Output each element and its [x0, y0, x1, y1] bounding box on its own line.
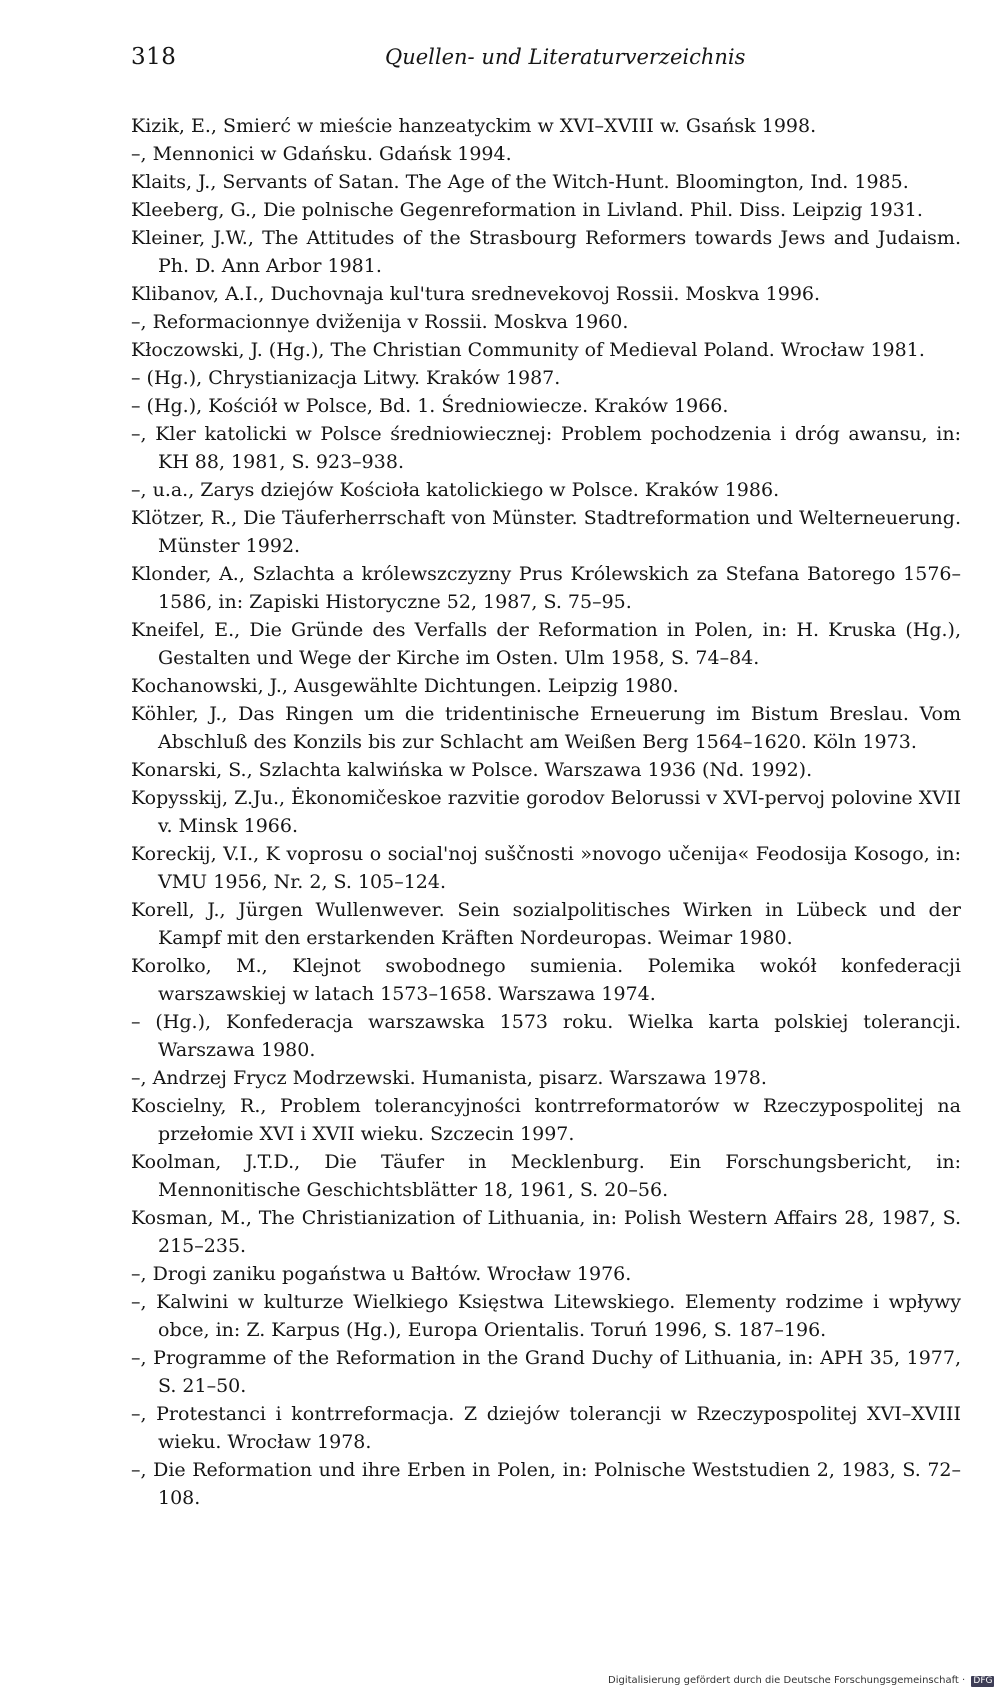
- bibliography-list: [131, 112, 961, 1512]
- bibliography-entry: Kłoczowski, J. (Hg.), The Christian Community of Medieval Poland. Wrocław 1981.: [131, 339, 925, 361]
- bibliography-entry: Koscielny, R., Problem tolerancyjności kontrreformatorów w Rzeczypospolitej na przełomie XVI i XVII wieku. Szczecin 1997.: [131, 1095, 961, 1145]
- bibliography-entry: –, Kalwini w kulturze Wielkiego Księstwa Litewskiego. Elementy rodzime i wpływy obce, in: Z. Karpus (Hg.), Europa Orientalis. Toruń 1996, S. 187–196.: [131, 1291, 961, 1341]
- bibliography-entry: Koolman, J.T.D., Die Täufer in Mecklenburg. Ein Forschungsbericht, in: Mennonitische Geschichtsblätter 18, 1961, S. 20–56.: [131, 1151, 961, 1201]
- bibliography-entry: –, Die Reformation und ihre Erben in Polen, in: Polnische Weststudien 2, 1983, S. 72–108.: [131, 1459, 961, 1509]
- bibliography-entry: –, Drogi zaniku pogaństwa u Bałtów. Wrocław 1976.: [131, 1263, 632, 1285]
- bibliography-entry: Kizik, E., Smierć w mieście hanzeatyckim w XVI–XVIII w. Gsańsk 1998.: [131, 115, 817, 137]
- bibliography-entry: –, Reformacionnye dviženija v Rossii. Moskva 1960.: [131, 311, 629, 333]
- bibliography-entry: – (Hg.), Konfederacja warszawska 1573 roku. Wielka karta polskiej tolerancji. Warszawa 1980.: [131, 1011, 961, 1061]
- bibliography-entry: Kleeberg, G., Die polnische Gegenreformation in Livland. Phil. Diss. Leipzig 1931.: [131, 199, 923, 221]
- bibliography-entry: Köhler, J., Das Ringen um die tridentinische Erneuerung im Bistum Breslau. Vom Abschluß des Konzils bis zur Schlacht am Weißen Berg 1564–1620. Köln 1973.: [131, 703, 961, 753]
- bibliography-entry: Korell, J., Jürgen Wullenwever. Sein sozialpolitisches Wirken in Lübeck und der Kampf mit den erstarkenden Kräften Nordeuropas. Weimar 1980.: [131, 899, 961, 949]
- running-head: Quellen- und Literaturverzeichnis: [385, 45, 746, 69]
- bibliography-entry: Klibanov, A.I., Duchovnaja kul'tura srednevekovoj Rossii. Moskva 1996.: [131, 283, 821, 305]
- bibliography-entry: Kleiner, J.W., The Attitudes of the Strasbourg Reformers towards Jews and Judaism. Ph. D. Ann Arbor 1981.: [131, 227, 961, 277]
- bibliography-entry: –, u.a., Zarys dziejów Kościoła katolickiego w Polsce. Kraków 1986.: [131, 479, 780, 501]
- bibliography-entry: Kneifel, E., Die Gründe des Verfalls der Reformation in Polen, in: H. Kruska (Hg.), Gestalten und Wege der Kirche im Osten. Ulm 1958, S. 74–84.: [131, 619, 961, 669]
- digitization-footer: [608, 1675, 994, 1687]
- bibliography-entry: –, Andrzej Frycz Modrzewski. Humanista, pisarz. Warszawa 1978.: [131, 1067, 767, 1089]
- page-number: 318: [131, 44, 177, 70]
- bibliography-entry: Koreckij, V.I., K voprosu o social'noj suščnosti »novogo učenija« Feodosija Kosogo, in: VMU 1956, Nr. 2, S. 105–124.: [131, 843, 961, 893]
- dfg-logo-icon: DFG: [973, 1676, 993, 1686]
- bibliography-entry: Klonder, A., Szlachta a królewszczyzny Prus Królewskich za Stefana Batorego 1576–1586, in: Zapiski Historyczne 52, 1987, S. 75–95.: [131, 563, 961, 613]
- page-header: [131, 44, 956, 78]
- bibliography-entry: Konarski, S., Szlachta kalwińska w Polsce. Warszawa 1936 (Nd. 1992).: [131, 759, 813, 781]
- bibliography-entry: –, Mennonici w Gdańsku. Gdańsk 1994.: [131, 143, 512, 165]
- bibliography-entry: –, Protestanci i kontrreformacja. Z dziejów tolerancji w Rzeczypospolitej XVI–XVIII wieku. Wrocław 1978.: [131, 1403, 961, 1453]
- bibliography-entry: Kosman, M., The Christianization of Lithuania, in: Polish Western Affairs 28, 1987, S. 215–235.: [131, 1207, 961, 1257]
- bibliography-entry: Klötzer, R., Die Täuferherrschaft von Münster. Stadtreformation und Welterneuerung. Münster 1992.: [131, 507, 961, 557]
- bibliography-entry: Kopysskij, Z.Ju., Ėkonomičeskoe razvitie gorodov Belorussi v XVI-pervoj polovine XVII v. Minsk 1966.: [131, 787, 961, 837]
- bibliography-entry: –, Programme of the Reformation in the Grand Duchy of Lithuania, in: APH 35, 1977, S. 21–50.: [131, 1347, 961, 1397]
- bibliography-entry: – (Hg.), Chrystianizacja Litwy. Kraków 1987.: [131, 367, 561, 389]
- bibliography-entry: Kochanowski, J., Ausgewählte Dichtungen. Leipzig 1980.: [131, 675, 679, 697]
- footer-text: Digitalisierung gefördert durch die Deutsche Forschungsgemeinschaft ·: [608, 1675, 966, 1686]
- bibliography-entry: Korolko, M., Klejnot swobodnego sumienia. Polemika wokół konfederacji warszawskiej w latach 1573–1658. Warszawa 1974.: [131, 955, 961, 1005]
- bibliography-entry: –, Kler katolicki w Polsce średniowiecznej: Problem pochodzenia i dróg awansu, in: KH 88, 1981, S. 923–938.: [131, 423, 961, 473]
- bibliography-entry: Klaits, J., Servants of Satan. The Age of the Witch-Hunt. Bloomington, Ind. 1985.: [131, 171, 909, 193]
- bibliography-entry: – (Hg.), Kościół w Polsce, Bd. 1. Średniowiecze. Kraków 1966.: [131, 395, 729, 417]
